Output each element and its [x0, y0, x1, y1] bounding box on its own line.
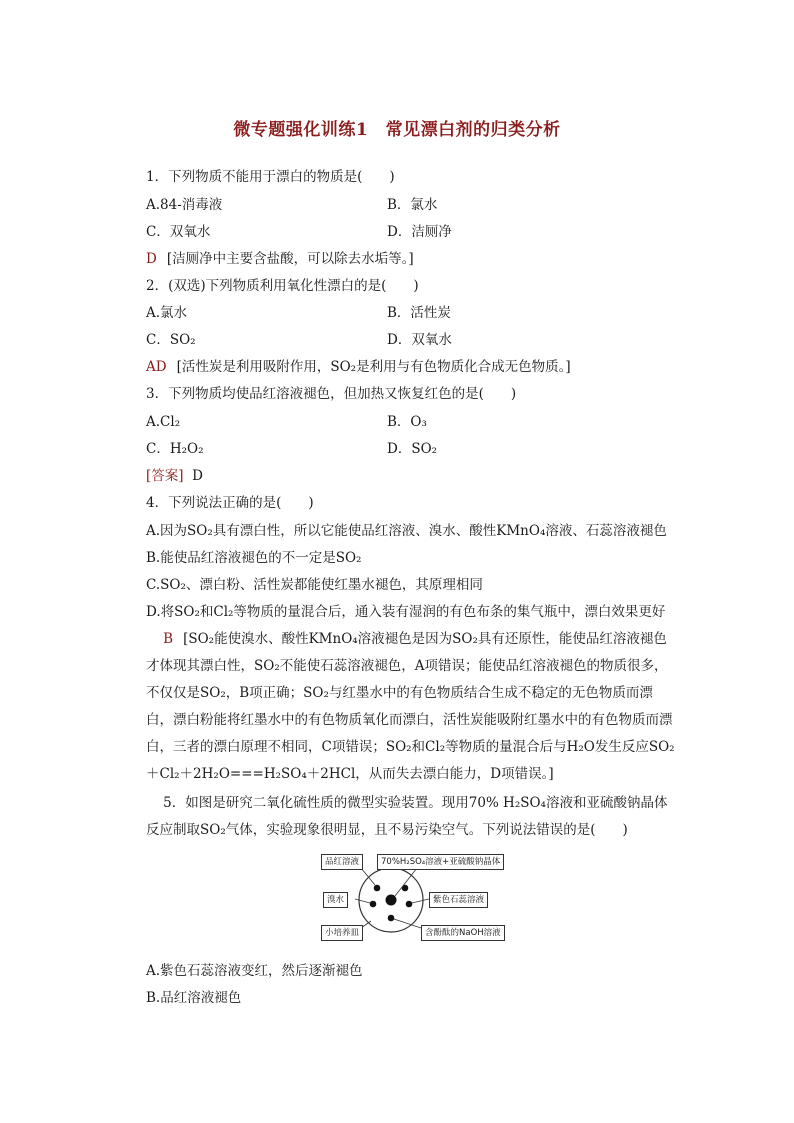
q3-answer: D [192, 468, 203, 484]
leader-line [412, 899, 429, 903]
q1-option-c: C．双氧水 [146, 224, 211, 240]
q3-option-d: D．SO₂ [387, 441, 438, 457]
q4-option-c: C.SO₂、漂白粉、活性炭都能使红墨水褪色，其原理相同 [146, 577, 483, 593]
q2-stem: 2．(双选)下列物质利用氧化性漂白的是( ) [146, 278, 419, 294]
q2-option-d: D．双氧水 [387, 332, 452, 348]
leader-line [394, 919, 421, 928]
q2-option-b: B．活性炭 [387, 305, 451, 321]
q1-option-b: B．氯水 [387, 197, 438, 213]
q3-stem: 3．下列物质均使品红溶液褪色，但加热又恢复红色的是( ) [146, 386, 517, 402]
q4-stem: 4．下列说法正确的是( ) [146, 495, 314, 511]
q1-stem: 1．下列物质不能用于漂白的物质是( ) [146, 169, 395, 185]
q2-option-c: C．SO₂ [146, 332, 196, 348]
q3-option-a: A.Cl₂ [146, 414, 181, 430]
well-top-left [374, 885, 381, 892]
q4-option-d: D.将SO₂和Cl₂等物质的量混合后，通入装有湿润的有色布条的集气瓶中，漂白效果更好 [146, 604, 666, 620]
q4-option-b: B.能使品红溶液褪色的不一定是SO₂ [146, 550, 362, 566]
q3-option-c: C．H₂O₂ [146, 441, 204, 457]
q1-answer-line [146, 250, 414, 268]
label-pinhong: 品红溶液 [321, 854, 363, 870]
q4-explanation: [SO₂能使溴水、酸性KMnO₄溶液褪色是因为SO₂具有还原性，能使品红溶液褪色才体现其漂白性，SO₂不能使石蕊溶液褪色，A项错误；能使品红溶液褪色的物质很多，不仅仅是SO₂，B项正确；SO₂与红墨水中的有色物质结合生成不稳定的无色物质而漂白，漂白粉能将红墨水中的有色物质氧化而漂白，活性炭能吸附红墨水中的有色物质而漂白，三者的漂白原理不相同，C项错误；SO₂和Cl₂等物质的量混合后与H₂O发生反应SO₂＋Cl₂＋2H₂O===H₂SO₄＋2HCl，从而失去漂白能力，D项错误。] [146, 631, 675, 782]
well-left [370, 901, 377, 908]
apparatus-diagram [317, 848, 509, 940]
q5-stem [146, 790, 678, 844]
q1-explanation: [洁厕净中主要含盐酸，可以除去水垢等。] [166, 251, 414, 267]
leader-line [361, 868, 375, 885]
q3-answer-line [146, 467, 203, 485]
label-litmus: 紫色石蕊溶液 [429, 892, 488, 908]
center-well [386, 895, 397, 906]
well-right [406, 901, 413, 908]
q2-explanation: [活性炭是利用吸附作用，SO₂是利用与有色物质化合成无色物质。] [176, 359, 571, 375]
page-title: 微专题强化训练1 常见漂白剂的归类分析 [233, 120, 561, 140]
q2-answer-line [146, 358, 571, 376]
label-h2so4: 70%H₂SO₄溶液+亚硫酸钠晶体 [377, 854, 504, 870]
label-naoh: 含酚酞的NaOH溶液 [421, 925, 505, 941]
q1-answer: D [146, 251, 157, 267]
q3-answer-tag: [答案] [146, 468, 184, 484]
q2-answer: AD [146, 359, 167, 375]
q1-option-a: A.84-消毒液 [146, 197, 223, 213]
q5-option-b: B.品红溶液褪色 [146, 990, 242, 1006]
q5-option-a: A.紫色石蕊溶液变红，然后逐渐褪色 [146, 963, 363, 979]
q2-option-a: A.氯水 [146, 305, 188, 321]
leader-line [355, 899, 370, 903]
well-bottom [388, 915, 395, 922]
q4-answer: B [163, 631, 174, 647]
label-petri-dish: 小培养皿 [321, 925, 363, 941]
q1-option-d: D．洁厕净 [387, 224, 452, 240]
q4-option-a: A.因为SO₂具有漂白性，所以它能使品红溶液、溴水、酸性KMnO₄溶液、石蕊溶液褪色 [146, 523, 667, 539]
q4-answer-paragraph [146, 626, 678, 788]
q5-stem-text: 5．如图是研究二氧化硫性质的微型实验装置。现用70% H₂SO₄溶液和亚硫酸钠晶体反应制取SO₂气体，实验现象很明显，且不易污染空气。下列说法错误的是( ) [146, 795, 668, 838]
label-bromine-water: 溴水 [323, 892, 348, 908]
q3-option-b: B．O₃ [387, 414, 427, 430]
